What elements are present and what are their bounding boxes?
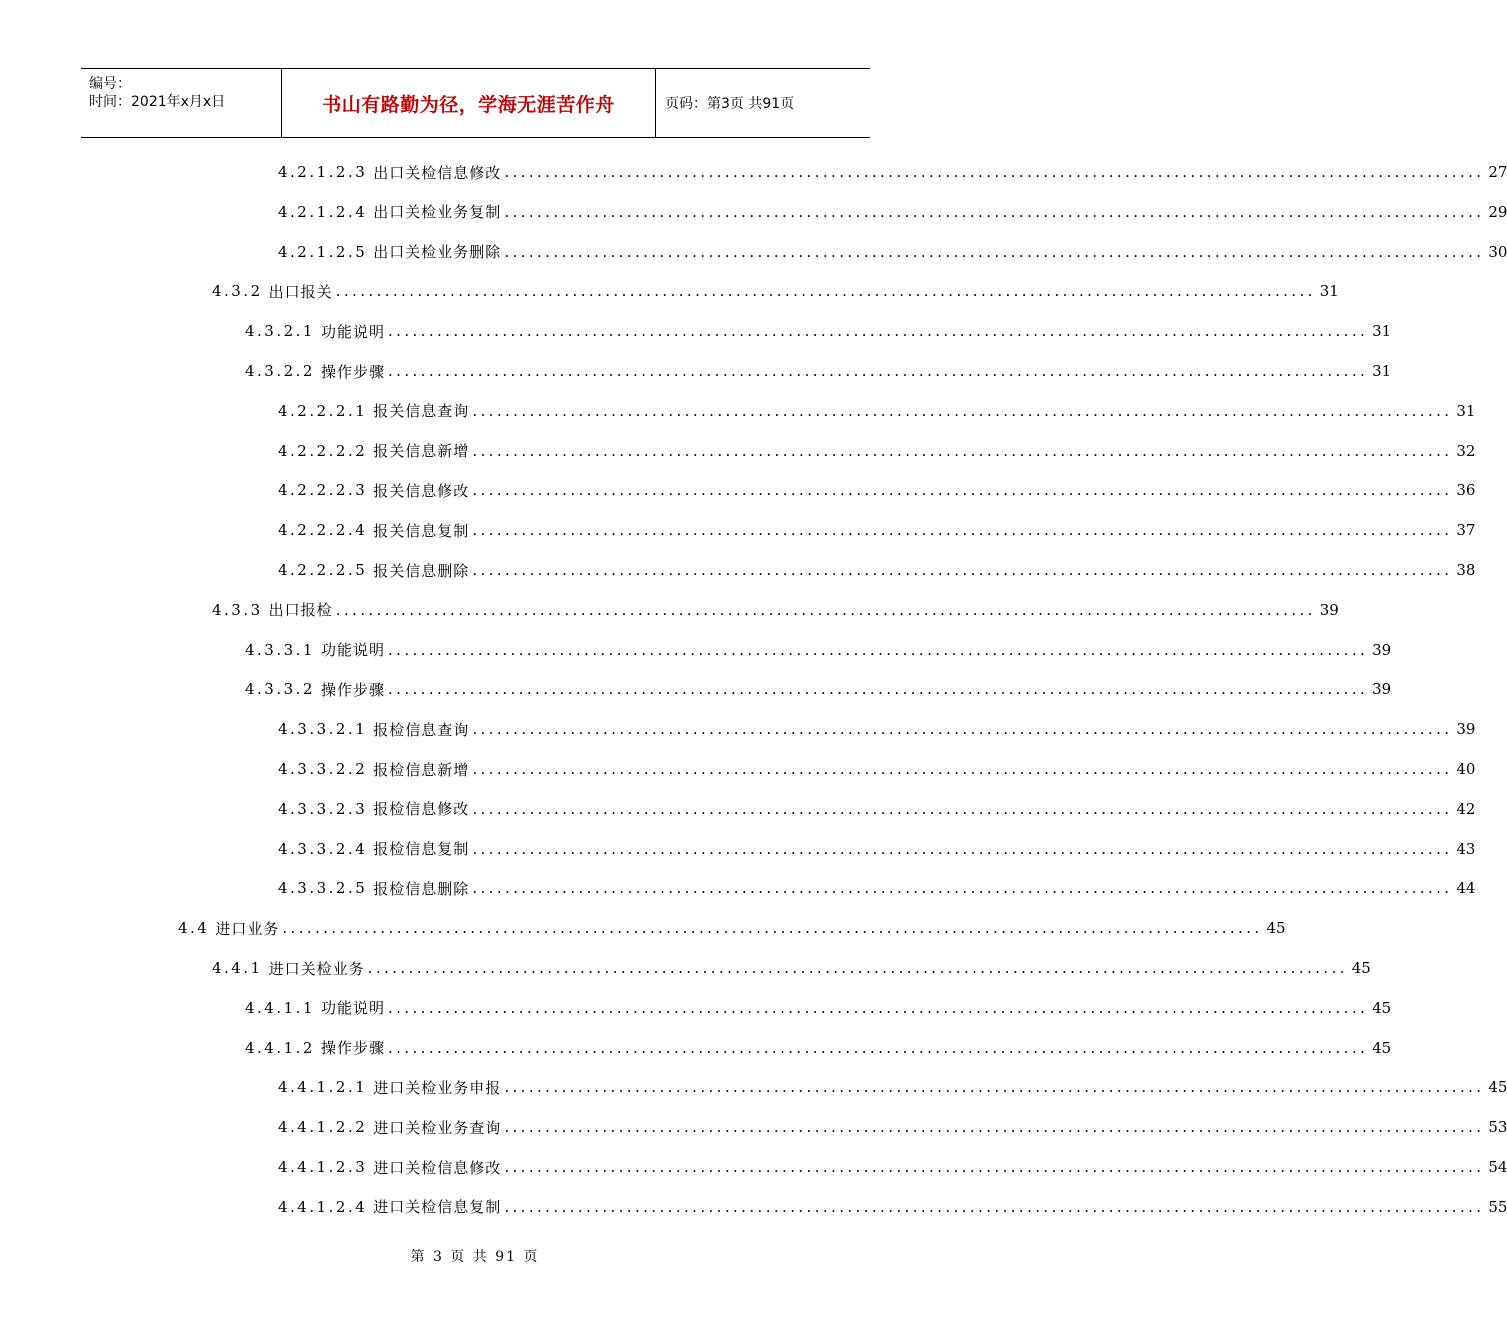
toc-dot-leader: ........................................................................................................................: [472, 799, 1453, 818]
toc-dot-leader: ........................................................................................................................: [472, 760, 1453, 778]
toc-entry-title: 出口报检: [268, 601, 333, 620]
toc-entry-title: 出口报关: [268, 282, 333, 301]
toc-dot-leader: ........................................................................................................................: [504, 163, 1485, 181]
toc-entry-title: 功能说明: [320, 322, 385, 341]
toc-dot-leader: ........................................................................................................................: [282, 919, 1263, 938]
toc-entry[interactable]: [278, 876, 1476, 900]
toc-entry[interactable]: [245, 319, 1392, 343]
toc-entry[interactable]: [178, 916, 1286, 940]
toc-dot-leader: ........................................................................................................................: [388, 1038, 1369, 1057]
toc-entry-title: 报检信息复制: [373, 840, 470, 859]
toc-entry-title: 进口关检信息复制: [373, 1198, 502, 1217]
header-page-info: 页码：第3页 共91页: [665, 96, 795, 112]
toc-entry-number: 4.2.2.2.2: [278, 441, 368, 460]
toc-entry-page: 45: [1351, 959, 1371, 977]
header-page-info-cell: [655, 69, 870, 137]
toc-entry-title: 操作步骤: [320, 362, 385, 381]
toc-dot-leader: ........................................................................................................................: [472, 720, 1453, 739]
toc-dot-leader: ........................................................................................................................: [335, 282, 1316, 301]
toc-entry-page: 44: [1456, 879, 1476, 898]
toc-entry-title: 报关信息查询: [373, 402, 470, 421]
toc-entry[interactable]: [278, 399, 1476, 423]
toc-entry-title: 功能说明: [320, 641, 385, 660]
toc-dot-leader: ........................................................................................................................: [388, 998, 1369, 1017]
toc-entry[interactable]: [278, 558, 1476, 582]
page-footer: 第 3 页 共 91 页: [410, 1249, 540, 1265]
toc-entry-title: 出口关检业务复制: [373, 203, 502, 222]
toc-entry[interactable]: [278, 837, 1476, 861]
toc-entry-page: 42: [1456, 799, 1476, 818]
toc-entry-number: 4.4.1.2: [245, 1038, 315, 1057]
toc-entry-number: 4.2.1.2.4: [278, 202, 368, 221]
toc-entry-number: 4.2.1.2.5: [278, 242, 368, 261]
toc-entry-page: 32: [1456, 441, 1476, 460]
toc-entry-number: 4.2.2.2.4: [278, 521, 368, 540]
toc-dot-leader: ........................................................................................................................: [472, 441, 1453, 460]
toc-entry-title: 进口关检业务: [268, 959, 365, 978]
toc-dot-leader: ........................................................................................................................: [504, 1078, 1485, 1097]
toc-entry-number: 4.3.3.2.1: [278, 720, 368, 739]
header-motto-cell: [281, 69, 656, 137]
toc-dot-leader: ........................................................................................................................: [504, 202, 1485, 221]
toc-entry-page: 39: [1372, 640, 1392, 659]
toc-entry-page: 45: [1488, 1078, 1507, 1097]
toc-entry-title: 报关信息修改: [373, 481, 470, 500]
toc-entry-page: 38: [1456, 561, 1476, 579]
toc-entry-number: 4.4.1: [212, 959, 263, 977]
toc-entry-page: 53: [1488, 1118, 1507, 1137]
toc-dot-leader: ........................................................................................................................: [472, 401, 1453, 420]
toc-entry-page: 31: [1319, 282, 1339, 301]
toc-dot-leader: ........................................................................................................................: [335, 600, 1316, 619]
toc-entry-title: 进口关检信息修改: [373, 1158, 502, 1177]
toc-entry-number: 4.3.3.2: [245, 680, 315, 699]
toc-entry-title: 报检信息查询: [373, 720, 470, 739]
toc-entry-number: 4.3.2.1: [245, 322, 315, 341]
toc-entry[interactable]: [278, 717, 1476, 741]
toc-entry-title: 操作步骤: [320, 680, 385, 699]
toc-entry[interactable]: [278, 757, 1476, 781]
toc-entry[interactable]: [278, 1195, 1507, 1219]
toc-entry[interactable]: [278, 1155, 1507, 1179]
toc-entry[interactable]: [245, 677, 1392, 701]
toc-entry-number: 4.4.1.1: [245, 998, 315, 1017]
page-header: [81, 68, 870, 138]
toc-entry[interactable]: [245, 359, 1392, 383]
toc-entry[interactable]: [278, 1075, 1507, 1099]
toc-entry-title: 进口关检业务申报: [373, 1078, 502, 1097]
toc-entry-number: 4.3.3.1: [245, 640, 315, 659]
toc-entry-page: 39: [1372, 680, 1392, 699]
toc-entry-title: 功能说明: [320, 999, 385, 1018]
toc-entry[interactable]: [245, 1036, 1392, 1060]
toc-entry[interactable]: [278, 240, 1507, 264]
toc-entry-title: 报检信息修改: [373, 800, 470, 819]
toc-entry-number: 4.4: [178, 919, 210, 938]
toc-entry-title: 报关信息删除: [373, 561, 470, 580]
toc-entry-page: 27: [1488, 163, 1507, 181]
toc-dot-leader: ........................................................................................................................: [388, 322, 1369, 341]
toc-entry[interactable]: [278, 439, 1476, 463]
header-date-label: 时间：2021年x月x日: [89, 94, 226, 110]
toc-entry-number: 4.2.1.2.3: [278, 163, 368, 181]
toc-entry[interactable]: [278, 478, 1476, 502]
header-number-label: 编号：: [89, 76, 131, 92]
toc-entry-title: 进口关检业务查询: [373, 1118, 502, 1137]
toc-entry-page: 45: [1372, 1038, 1392, 1057]
toc-dot-leader: ........................................................................................................................: [472, 521, 1453, 540]
toc-entry[interactable]: [278, 518, 1476, 542]
toc-entry[interactable]: [212, 956, 1371, 980]
toc-entry-title: 出口关检业务删除: [373, 243, 502, 262]
toc-entry-number: 4.2.2.2.3: [278, 481, 368, 500]
toc-entry[interactable]: [212, 598, 1339, 622]
toc-entry-number: 4.4.1.2.3: [278, 1158, 368, 1176]
toc-entry-page: 55: [1488, 1197, 1507, 1216]
toc-dot-leader: ........................................................................................................................: [388, 362, 1369, 380]
toc-entry-number: 4.3.2.2: [245, 362, 315, 380]
toc-entry-page: 36: [1456, 481, 1476, 500]
toc-entry-number: 4.3.3.2.3: [278, 799, 368, 818]
toc-entry-number: 4.4.1.2.4: [278, 1197, 368, 1216]
toc-dot-leader: ........................................................................................................................: [472, 561, 1453, 579]
toc-dot-leader: ........................................................................................................................: [504, 1118, 1485, 1137]
toc-entry-page: 45: [1372, 998, 1392, 1017]
toc-entry-page: 31: [1372, 362, 1392, 380]
toc-entry-number: 4.4.1.2.1: [278, 1078, 368, 1097]
toc-entry-title: 报关信息新增: [373, 442, 470, 461]
toc-dot-leader: ........................................................................................................................: [472, 481, 1453, 500]
toc-entry-number: 4.3.3.2.2: [278, 760, 368, 778]
header-meta: [81, 69, 281, 137]
toc-entry-page: 43: [1456, 839, 1476, 858]
toc-entry[interactable]: [278, 160, 1507, 184]
toc-entry-title: 报关信息复制: [373, 521, 470, 540]
toc-entry-number: 4.3.2: [212, 282, 263, 301]
toc-entry-page: 39: [1319, 600, 1339, 619]
toc-entry[interactable]: [212, 279, 1339, 303]
toc-entry-number: 4.3.3.2.5: [278, 879, 368, 898]
toc-entry-number: 4.2.2.2.5: [278, 561, 368, 579]
toc-dot-leader: ........................................................................................................................: [472, 879, 1453, 898]
toc-entry-number: 4.3.3.2.4: [278, 839, 368, 858]
toc-dot-leader: ........................................................................................................................: [504, 1197, 1485, 1216]
toc-entry-number: 4.3.3: [212, 600, 263, 619]
toc-dot-leader: ........................................................................................................................: [504, 242, 1485, 261]
toc-entry[interactable]: [245, 996, 1392, 1020]
toc-dot-leader: ........................................................................................................................: [388, 680, 1369, 699]
toc-entry-page: 45: [1266, 919, 1286, 938]
toc-entry-title: 报检信息新增: [373, 760, 470, 779]
toc-entry-page: 54: [1488, 1158, 1507, 1176]
toc-entry[interactable]: [278, 797, 1476, 821]
toc-entry[interactable]: [278, 1115, 1507, 1139]
toc-entry-title: 报检信息删除: [373, 879, 470, 898]
toc-dot-leader: ........................................................................................................................: [367, 959, 1348, 977]
toc-entry[interactable]: [278, 200, 1507, 224]
toc-entry-page: 39: [1456, 720, 1476, 739]
toc-dot-leader: ........................................................................................................................: [388, 640, 1369, 659]
toc-entry-page: 31: [1456, 401, 1476, 420]
toc-entry-page: 30: [1488, 242, 1507, 261]
toc-entry-number: 4.2.2.2.1: [278, 401, 368, 420]
toc-entry-page: 40: [1456, 760, 1476, 778]
toc-entry-title: 进口业务: [215, 919, 280, 938]
toc-entry-page: 31: [1372, 322, 1392, 341]
header-motto: 书山有路勤为径，学海无涯苦作舟: [322, 93, 615, 116]
toc-entry[interactable]: [245, 638, 1392, 662]
toc-entry-page: 37: [1456, 521, 1476, 540]
toc-entry-title: 操作步骤: [320, 1039, 385, 1058]
toc-dot-leader: ........................................................................................................................: [472, 839, 1453, 858]
toc-entry-page: 29: [1488, 202, 1507, 221]
toc-entry-number: 4.4.1.2.2: [278, 1118, 368, 1137]
toc-entry-title: 出口关检信息修改: [373, 163, 502, 182]
toc-dot-leader: ........................................................................................................................: [504, 1158, 1485, 1176]
